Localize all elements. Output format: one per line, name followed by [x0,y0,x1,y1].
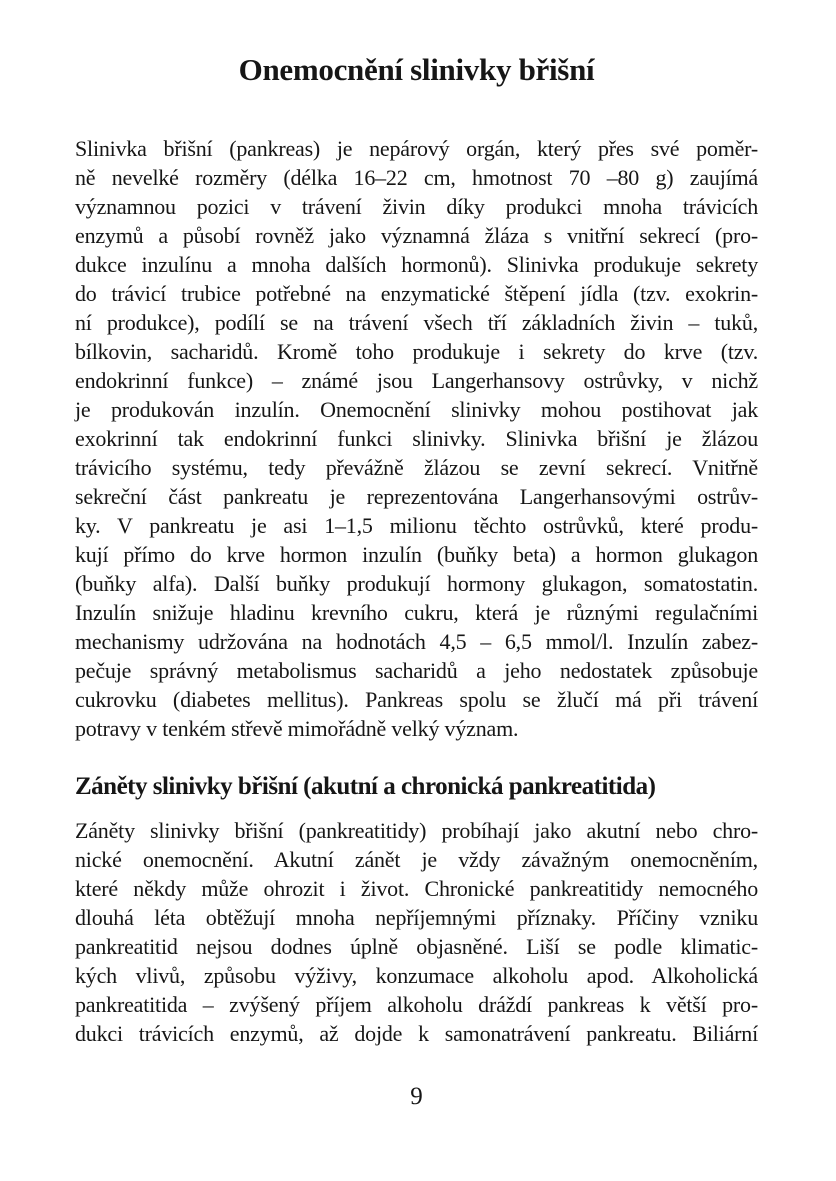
text-line: Slinivka břišní (pankreas) je nepárový orgán, který přes své poměr- [75,136,758,161]
text-line: mechanismy udržována na hodnotách 4,5 – 6,5 mmol/l. Inzulín zabez- [75,629,758,654]
text-line: je produkován inzulín. Onemocnění slinivky mohou postihovat jak [75,397,758,422]
text-line: pečuje správný metabolismus sacharidů a jeho nedostatek způsobuje [75,658,758,683]
text-line: do trávicí trubice potřebné na enzymatické štěpení jídla (tzv. exokrin- [75,281,758,306]
text-line: potravy v tenkém střevě mimořádně velký význam. [75,716,519,741]
text-line: enzymů a působí rovněž jako významná žláza s vnitřní sekrecí (pro- [75,223,758,248]
text-line: ní produkce), podílí se na trávení všech tří základních živin – tuků, [75,310,758,335]
text-line: sekreční část pankreatu je reprezentována Langerhansovými ostrův- [75,484,758,509]
text-line: bílkovin, sacharidů. Kromě toho produkuje i sekrety do krve (tzv. [75,339,758,364]
text-line: pankreatitida – zvýšený příjem alkoholu dráždí pankreas k větší pro- [75,992,758,1017]
page-number: 9 [410,1083,423,1110]
section-heading: Záněty slinivky břišní (akutní a chronická pankreatitida) [75,773,656,800]
text-line: exokrinní tak endokrinní funkci slinivky. Slinivka břišní je žlázou [75,426,758,451]
text-line: dukce inzulínu a mnoha dalších hormonů). Slinivka produkuje sekrety [75,252,758,277]
text-line: cukrovku (diabetes mellitus). Pankreas spolu se žlučí má při trávení [75,687,758,712]
page-title: Onemocnění slinivky břišní [238,52,595,87]
text-line: trávicího systému, tedy převážně žlázou se zevní sekrecí. Vnitřně [75,455,758,480]
text-line: pankreatitid nejsou dodnes úplně objasněné. Liší se podle klimatic- [75,934,758,959]
text-line: endokrinní funkce) – známé jsou Langerhansovy ostrůvky, v nichž [75,368,758,393]
paragraph-pancreas-intro [75,134,758,743]
text-line: dukci trávicích enzymů, až dojde k samonatrávení pankreatu. Biliární [75,1021,758,1046]
text-line: Inzulín snižuje hladinu krevního cukru, která je různými regulačními [75,600,758,625]
paragraph-pancreatitis [75,816,758,1048]
text-line: kují přímo do krve hormon inzulín (buňky beta) a hormon glukagon [75,542,758,567]
text-line: (buňky alfa). Další buňky produkují hormony glukagon, somatostatin. [75,571,758,596]
text-line: kých vlivů, způsobu výživy, konzumace alkoholu apod. Alkoholická [75,963,758,988]
text-line: dlouhá léta obtěžují mnoha nepříjemnými příznaky. Příčiny vzniku [75,905,758,930]
text-line: nické onemocnění. Akutní zánět je vždy závažným onemocněním, [75,847,758,872]
text-line: ky. V pankreatu je asi 1–1,5 milionu těchto ostrůvků, které produ- [75,513,758,538]
text-line: Záněty slinivky břišní (pankreatitidy) probíhají jako akutní nebo chro- [75,818,758,843]
text-line: ně nevelké rozměry (délka 16–22 cm, hmotnost 70 –80 g) zaujímá [75,165,758,190]
text-line: významnou pozici v trávení živin díky produkci mnoha trávicích [75,194,758,219]
text-line: které někdy může ohrozit i život. Chronické pankreatitidy nemocného [75,876,758,901]
